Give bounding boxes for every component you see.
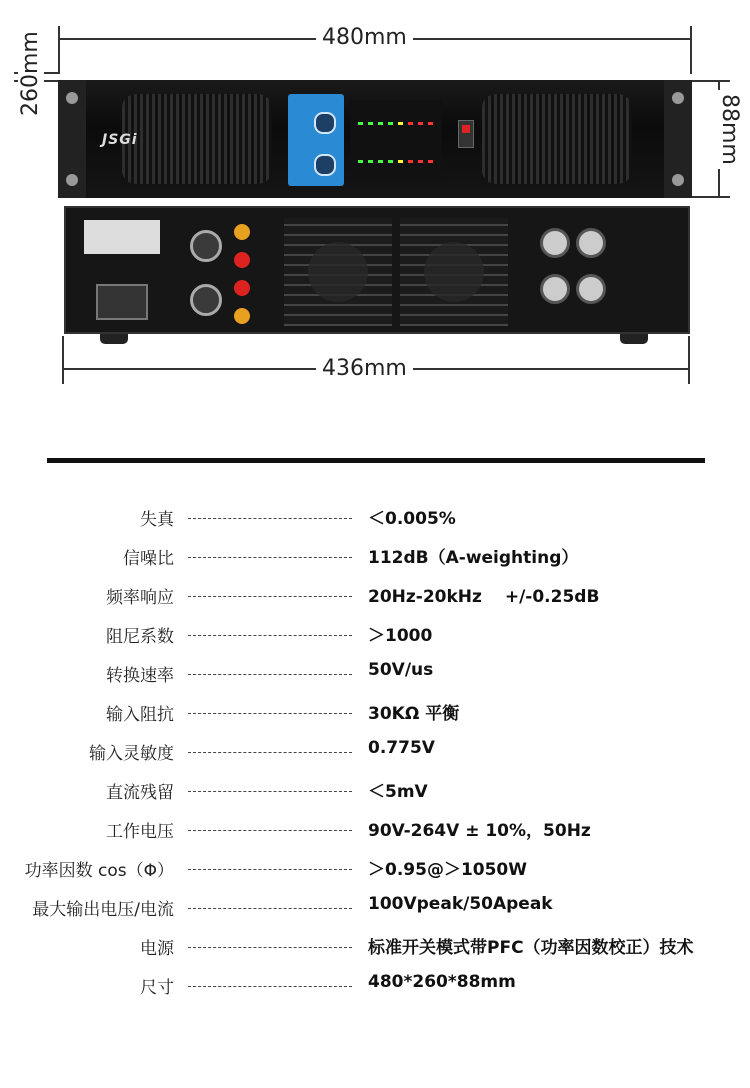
dim-tick-right-bottom (688, 336, 690, 384)
spec-label: 尺寸 (140, 978, 174, 998)
spec-row (0, 614, 750, 652)
spec-value: 112dB（A-weighting） (368, 548, 579, 568)
warning-label (84, 220, 160, 254)
front-vent-right (482, 94, 632, 184)
rack-ear-right (664, 80, 692, 198)
dim-tick-right-top (690, 26, 692, 74)
spec-value: ＜5mV (368, 782, 428, 802)
spec-value: ＞1000 (368, 626, 433, 646)
dotted-leader (188, 986, 352, 987)
binding-post-icon (234, 252, 250, 268)
dotted-leader (188, 596, 352, 597)
dim-width-bottom: 436mm (316, 356, 413, 382)
dim-tick-left-bottom (62, 336, 64, 384)
spec-label: 转换速率 (106, 666, 174, 686)
spec-row (0, 731, 750, 769)
gain-knob-b (314, 154, 336, 176)
dim-tick-left-top (58, 26, 60, 74)
spec-label: 电源 (140, 939, 174, 959)
cooling-fan-left (284, 218, 392, 326)
xlr-input-icon (540, 228, 570, 258)
spec-value: ＞0.95@＞1050W (368, 860, 528, 880)
binding-post-icon (234, 280, 250, 296)
dim-depth-left: 260mm (18, 27, 44, 120)
spec-row (0, 770, 750, 808)
spec-row (0, 575, 750, 613)
dim-tick-height-bottom (690, 196, 730, 198)
speakon-out2-icon (190, 284, 222, 316)
spec-value: 50V/us (368, 660, 434, 680)
spec-label: 失真 (140, 510, 174, 530)
spec-label: 工作电压 (106, 822, 174, 842)
spec-label: 输入灵敏度 (89, 744, 174, 764)
power-socket-icon (96, 284, 148, 320)
spec-row (0, 887, 750, 925)
spec-row (0, 653, 750, 691)
rack-ear-left (58, 80, 86, 198)
binding-post-icon (234, 224, 250, 240)
dotted-leader (188, 557, 352, 558)
spec-value: 0.775V (368, 738, 435, 758)
spec-label: 阻尼系数 (106, 627, 174, 647)
spec-row (0, 926, 750, 964)
spec-label: 信噪比 (123, 549, 174, 569)
front-vent-left (122, 94, 272, 184)
dotted-leader (188, 518, 352, 519)
brand-logo: JSGi (102, 132, 138, 148)
dim-height-right: 88mm (716, 90, 742, 169)
product-dimension-figure (0, 0, 750, 420)
gain-knob-a (314, 112, 336, 134)
dim-tick-height-top (690, 80, 730, 82)
spec-row (0, 965, 750, 1003)
dotted-leader (188, 791, 352, 792)
amplifier-front-panel (58, 80, 692, 198)
dotted-leader (188, 830, 352, 831)
spec-label: 频率响应 (106, 588, 174, 608)
spec-label: 功率因数 cos（Φ） (24, 861, 174, 881)
spec-row (0, 692, 750, 730)
section-divider (47, 458, 705, 463)
spec-value: 480*260*88mm (368, 972, 516, 992)
xlr-input-icon (540, 274, 570, 304)
foot-left (100, 334, 128, 344)
spec-label: 最大输出电压/电流 (32, 900, 174, 920)
spec-value: 100Vpeak/50Apeak (368, 894, 553, 914)
power-switch-icon (458, 120, 474, 148)
led-meter-display (350, 100, 442, 178)
speakon-out1-icon (190, 230, 222, 262)
spec-row (0, 497, 750, 535)
spec-value: 90V-264V ± 10%，50Hz (368, 821, 591, 841)
spec-row (0, 536, 750, 574)
dim-width-top: 480mm (316, 25, 413, 51)
spec-row (0, 809, 750, 847)
spec-value: ＜0.005% (368, 509, 456, 529)
cooling-fan-right (400, 218, 508, 326)
spec-value: 20Hz-20kHz +/-0.25dB (368, 587, 600, 607)
spec-value: 标准开关模式带PFC（功率因数校正）技术 (368, 938, 694, 958)
dotted-leader (188, 635, 352, 636)
dotted-leader (188, 908, 352, 909)
dotted-leader (188, 869, 352, 870)
dotted-leader (188, 713, 352, 714)
foot-right (620, 334, 648, 344)
spec-label: 直流残留 (106, 783, 174, 803)
dotted-leader (188, 674, 352, 675)
gain-knob-panel (288, 94, 344, 186)
spec-label: 输入阻抗 (106, 705, 174, 725)
amplifier-rear-panel (64, 206, 690, 334)
xlr-input-icon (576, 274, 606, 304)
binding-post-icon (234, 308, 250, 324)
dotted-leader (188, 947, 352, 948)
dotted-leader (188, 752, 352, 753)
xlr-input-icon (576, 228, 606, 258)
spec-value: 30KΩ 平衡 (368, 704, 460, 724)
spec-row (0, 848, 750, 886)
